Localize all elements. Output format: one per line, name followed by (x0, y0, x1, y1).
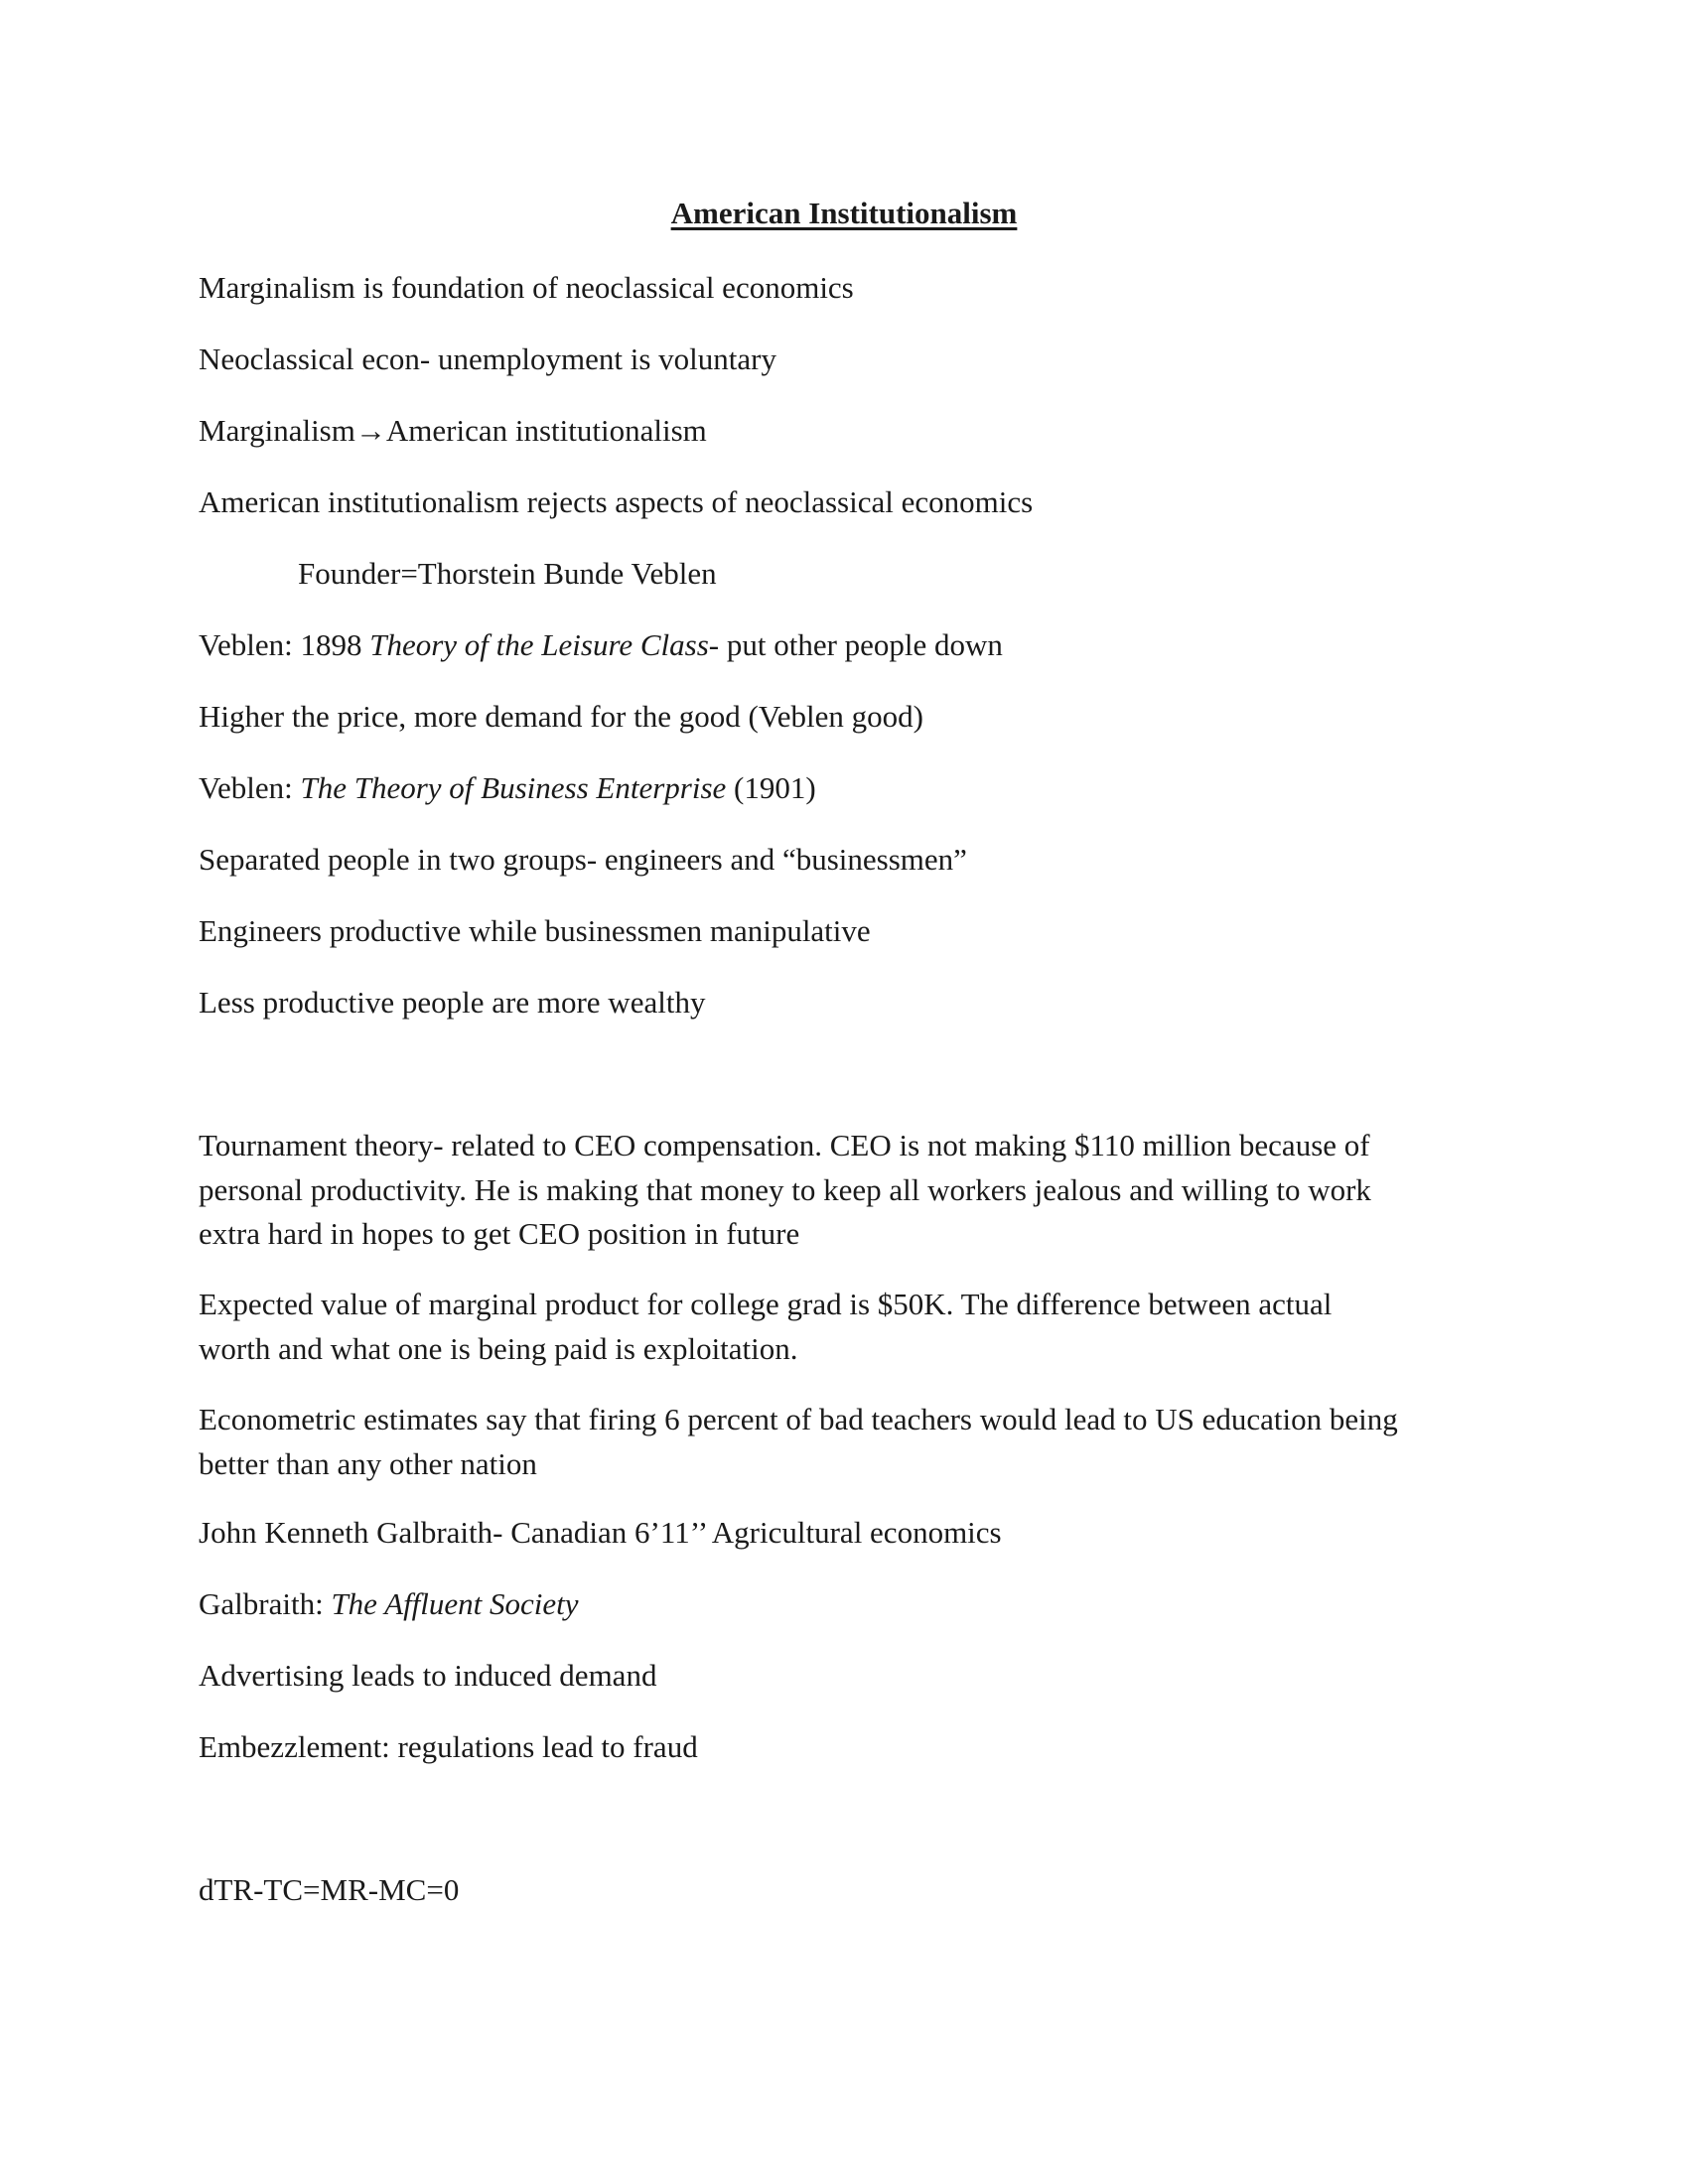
note-text: Veblen: (199, 770, 301, 805)
note-text: - put other people down (708, 627, 1003, 662)
tournament-theory-paragraph (199, 1124, 1509, 1257)
note-line (199, 409, 707, 453)
paragraph-line: Tournament theory- related to CEO compensation. CEO is not making $110 million because of (199, 1128, 1370, 1162)
paragraph-line: Econometric estimates say that firing 6 percent of bad teachers would lead to US education being (199, 1402, 1398, 1436)
page-title: American Institutionalism (670, 196, 1018, 230)
paragraph-line: Expected value of marginal product for college grad is $50K. The difference between actual (199, 1287, 1333, 1321)
note-line: American institutionalism rejects aspects of neoclassical economics (199, 484, 1034, 519)
note-line: Neoclassical econ- unemployment is voluntary (199, 341, 776, 376)
paragraph-line: worth and what one is being paid is exploitation. (199, 1330, 798, 1366)
note-line: Engineers productive while businessmen manipulative (199, 913, 871, 948)
note-line: Less productive people are more wealthy (199, 985, 706, 1020)
book-title: Theory of the Leisure Class (369, 627, 709, 662)
formula-line: dTR-TC=MR-MC=0 (199, 1872, 460, 1907)
expected-value-paragraph (199, 1283, 1509, 1371)
note-line: Higher the price, more demand for the good (Veblen good) (199, 699, 923, 734)
note-text: Marginalism (199, 413, 355, 448)
arrow-right-icon: → (354, 413, 386, 448)
note-line (199, 1582, 579, 1626)
note-line: Separated people in two groups- engineers and “businessmen” (199, 842, 967, 877)
note-line: Advertising leads to induced demand (199, 1658, 657, 1693)
note-text: Galbraith: (199, 1586, 332, 1621)
note-line: Embezzlement: regulations lead to fraud (199, 1729, 698, 1764)
note-text: Veblen: 1898 (199, 627, 370, 662)
book-title: The Affluent Society (331, 1586, 579, 1621)
book-title: The Theory of Business Enterprise (300, 770, 727, 805)
note-text: American institutionalism (385, 413, 707, 448)
paragraph-line: extra hard in hopes to get CEO position in future (199, 1216, 800, 1251)
paragraph-line: personal productivity. He is making that money to keep all workers jealous and willing to work (199, 1171, 1371, 1207)
econometric-paragraph (199, 1398, 1509, 1486)
note-line: Marginalism is foundation of neoclassical economics (199, 270, 854, 305)
paragraph-line: better than any other nation (199, 1445, 537, 1481)
note-line (199, 766, 816, 810)
note-line (199, 623, 1003, 667)
note-line: John Kenneth Galbraith- Canadian 6’11’’ Agricultural economics (199, 1515, 1002, 1550)
note-line-indented: Founder=Thorstein Bunde Veblen (298, 556, 717, 591)
note-text: (1901) (726, 770, 816, 805)
